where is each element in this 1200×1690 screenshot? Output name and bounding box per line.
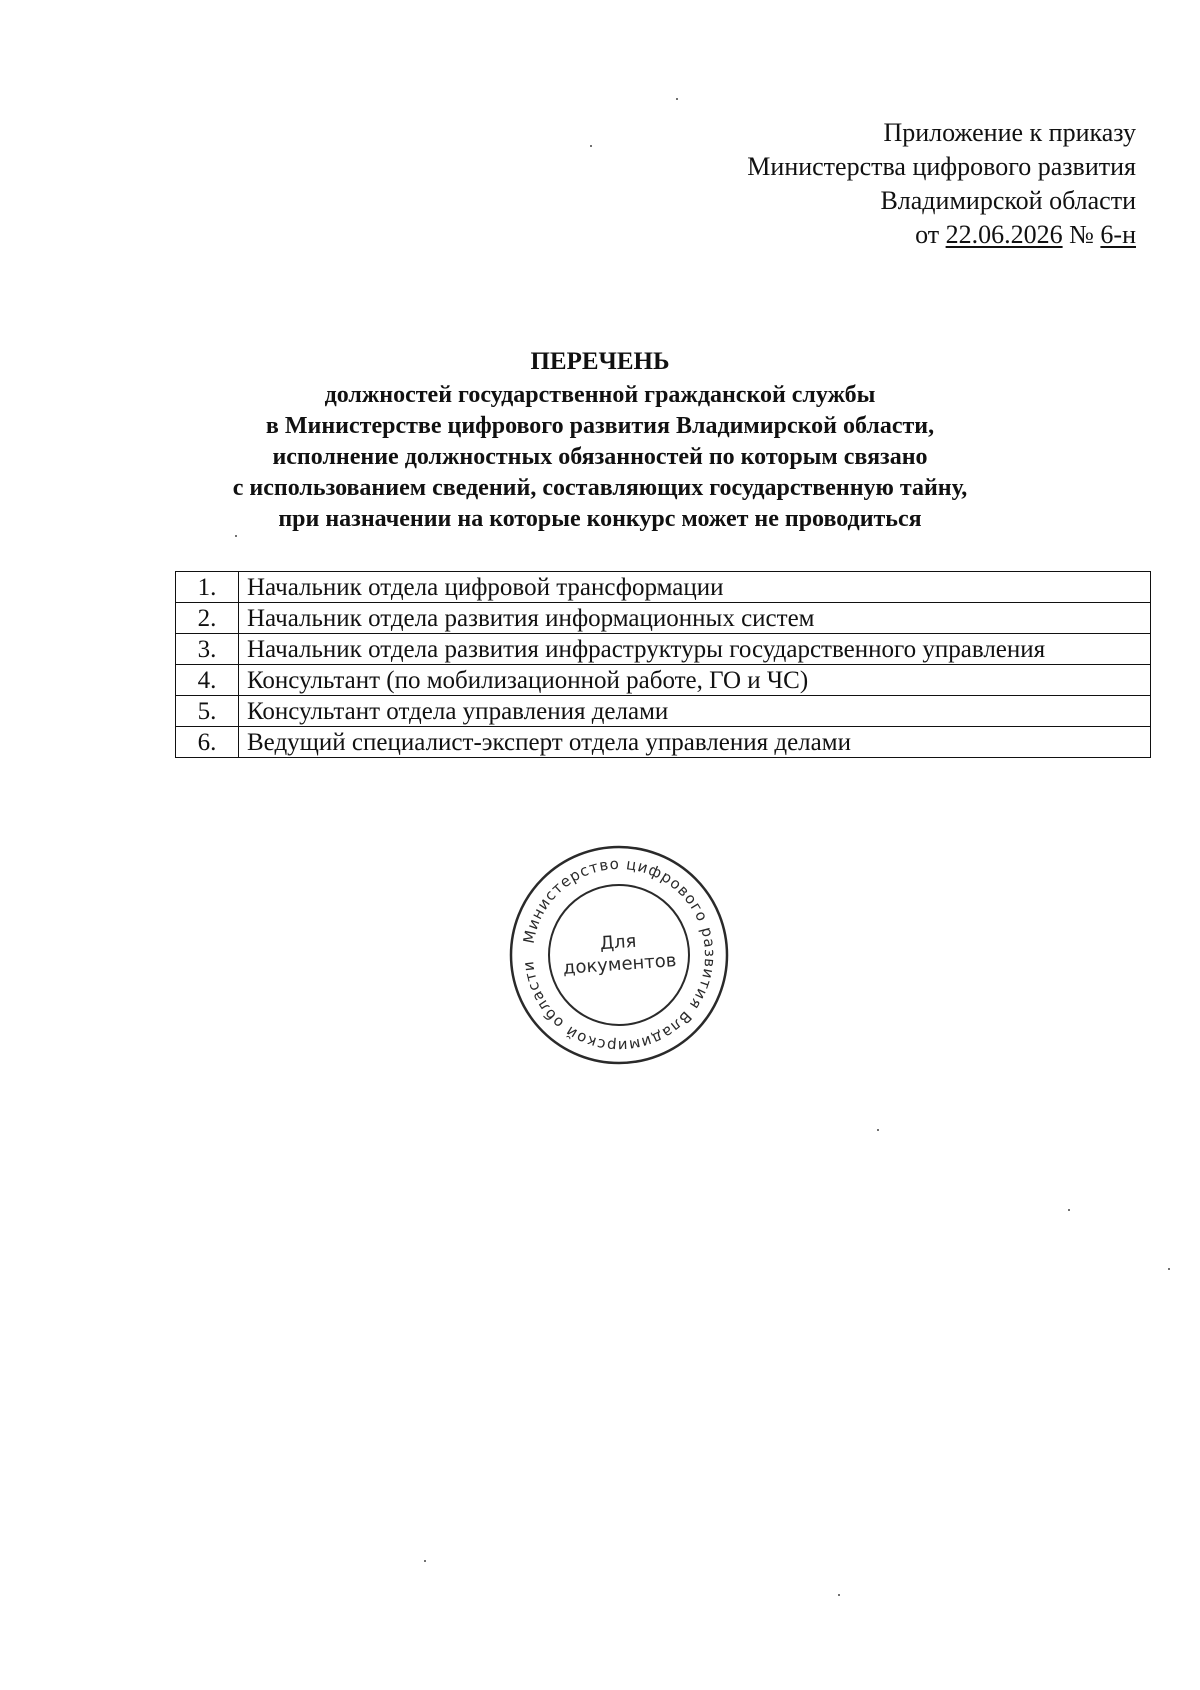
positions-table <box>175 571 1151 758</box>
order-date: 22.06.2026 <box>945 220 1063 249</box>
scan-speck <box>838 1594 840 1596</box>
document-title <box>150 346 1050 535</box>
header-line-2: Министерства цифрового развития <box>747 152 1136 181</box>
title-main: ПЕРЕЧЕНЬ <box>530 348 670 375</box>
position-title: Начальник отдела развития инфраструктуры государственного управления <box>239 634 1151 665</box>
stamp-center-line-1: Для <box>599 930 638 955</box>
order-number: 6-н <box>1100 220 1136 249</box>
position-title: Консультант (по мобилизационной работе, ГО и ЧС) <box>239 665 1151 696</box>
scan-speck <box>877 1129 879 1131</box>
scan-speck <box>235 535 237 537</box>
position-title: Начальник отдела развития информационных систем <box>239 603 1151 634</box>
number-prefix: № <box>1062 220 1101 249</box>
title-line-3: исполнение должностных обязанностей по которым связано <box>272 444 928 470</box>
title-line-2: в Министерстве цифрового развития Владимирской области, <box>265 413 935 439</box>
row-number: 1. <box>176 572 239 603</box>
scan-speck <box>424 1560 426 1562</box>
title-line-5: при назначении на которые конкурс может не проводиться <box>278 506 922 532</box>
row-number: 2. <box>176 603 239 634</box>
official-stamp <box>508 844 730 1066</box>
row-number: 4. <box>176 665 239 696</box>
position-title: Консультант отдела управления делами <box>239 696 1151 727</box>
table-row <box>176 727 1151 758</box>
title-line-4: с использованием сведений, составляющих государственную тайну, <box>232 475 968 501</box>
scan-speck <box>1068 1209 1070 1211</box>
date-prefix: от <box>915 220 946 249</box>
appendix-header <box>536 116 1136 252</box>
table-row <box>176 603 1151 634</box>
row-number: 5. <box>176 696 239 727</box>
row-number: 3. <box>176 634 239 665</box>
table-row <box>176 572 1151 603</box>
row-number: 6. <box>176 727 239 758</box>
title-line-1: должностей государственной гражданской службы <box>324 382 876 408</box>
position-title: Ведущий специалист-эксперт отдела управления делами <box>239 727 1151 758</box>
table-row <box>176 665 1151 696</box>
scan-speck <box>1168 1268 1170 1270</box>
scan-speck <box>590 145 592 147</box>
table-row <box>176 634 1151 665</box>
position-title: Начальник отдела цифровой трансформации <box>239 572 1151 603</box>
header-date-line <box>536 218 1136 252</box>
header-line-3: Владимирской области <box>880 186 1136 215</box>
table-row <box>176 696 1151 727</box>
scan-speck <box>676 98 678 100</box>
header-line-1: Приложение к приказу <box>883 118 1136 147</box>
stamp-center-line-2: документов <box>562 950 678 979</box>
stamp-ring-textpath: Министерство цифрового развития Владимирской области <box>519 854 720 1056</box>
